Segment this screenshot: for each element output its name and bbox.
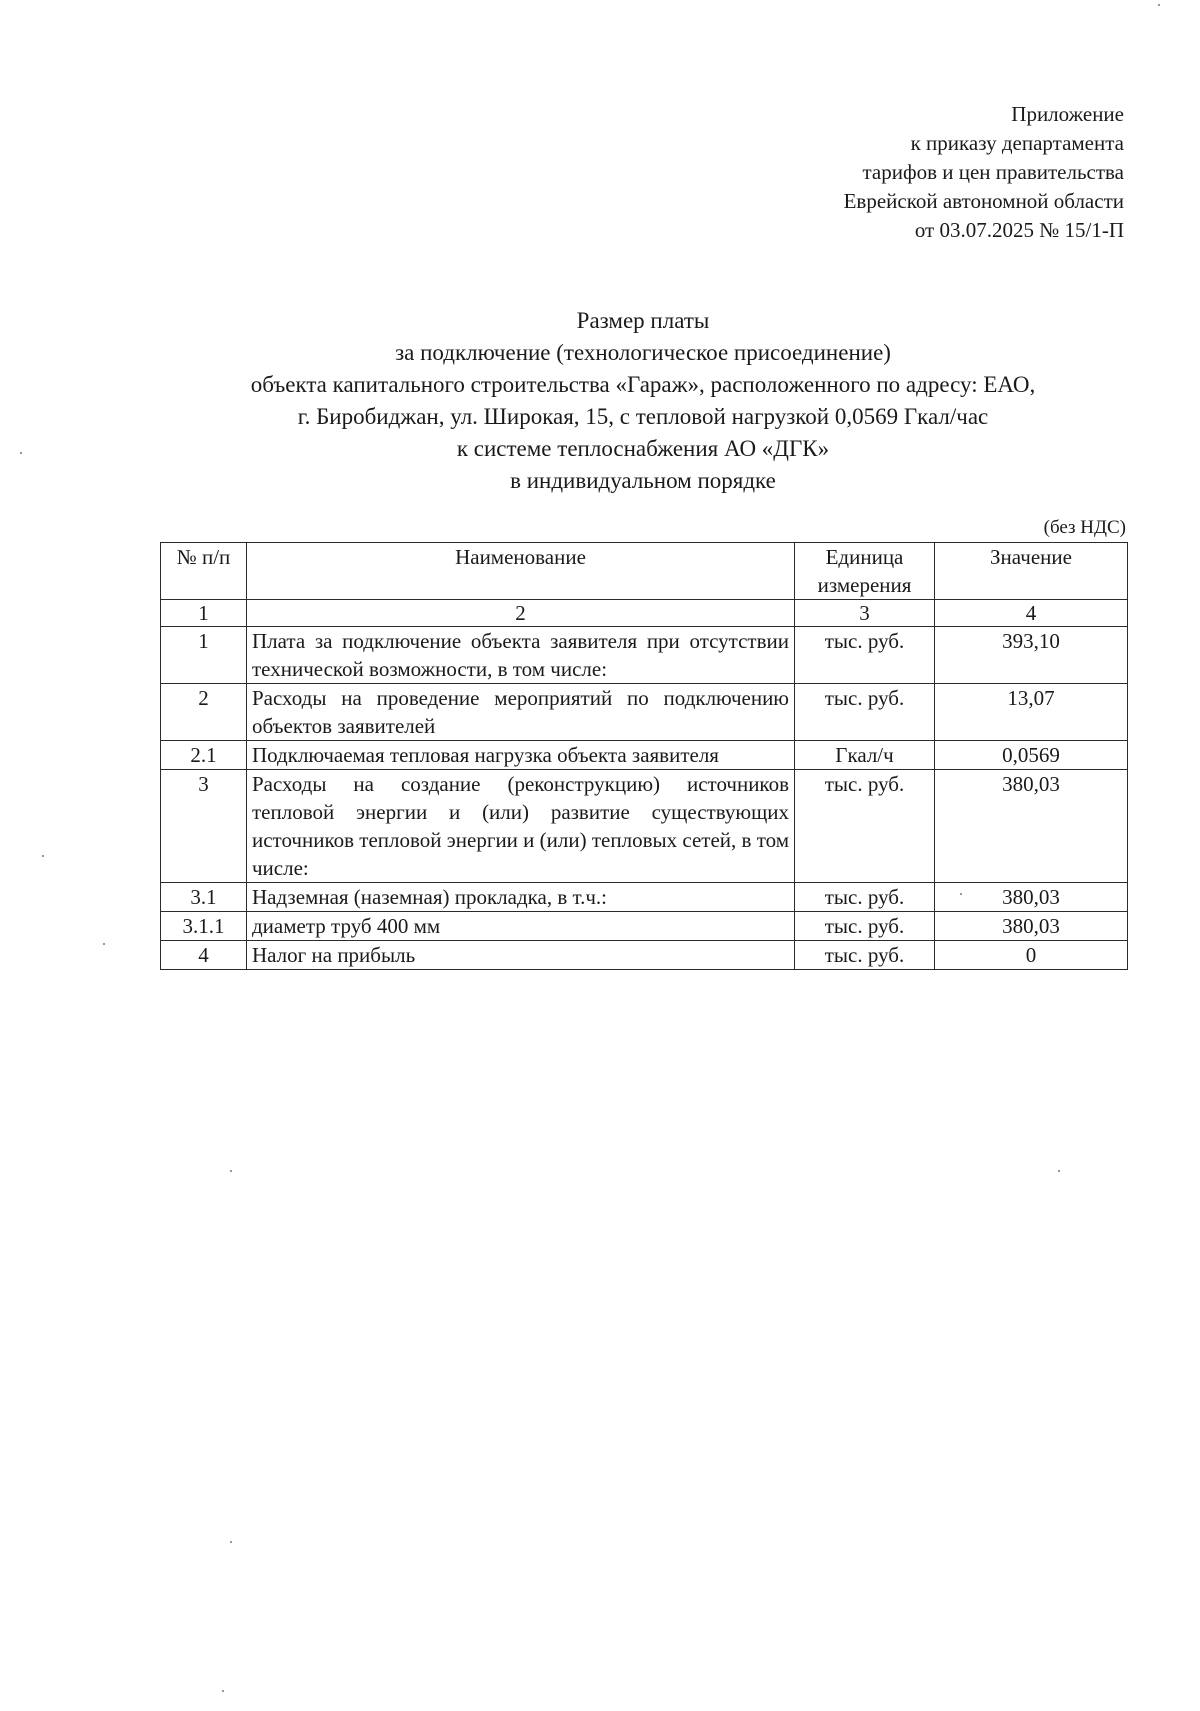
row-name: Расходы на создание (реконструкцию) источников тепловой энергии и (или) развитие существующих источников тепловой энергии и (или) тепловых сетей, в том числе:: [247, 770, 795, 883]
document-title: [100, 305, 1186, 497]
row-num: 2: [161, 684, 247, 741]
scan-speck: [42, 855, 44, 857]
row-value: 380,03: [935, 912, 1128, 941]
row-value: 13,07: [935, 684, 1128, 741]
row-num: 3.1: [161, 883, 247, 912]
table-row: [161, 912, 1128, 941]
scan-speck: [1158, 4, 1160, 6]
scan-speck: [1058, 1170, 1060, 1172]
table-row: [161, 770, 1128, 883]
appendix-line: к приказу департамента: [910, 131, 1124, 155]
row-unit: тыс. руб.: [795, 941, 935, 970]
scan-speck: [20, 452, 22, 454]
table-row: [161, 627, 1128, 684]
row-num: 1: [161, 627, 247, 684]
header-num: № п/п: [161, 543, 247, 600]
row-num: 4: [161, 941, 247, 970]
row-value: 393,10: [935, 627, 1128, 684]
row-name: Налог на прибыль: [247, 941, 795, 970]
row-unit: тыс. руб.: [795, 684, 935, 741]
row-value: 0: [935, 941, 1128, 970]
column-index: 4: [935, 600, 1128, 627]
row-unit: тыс. руб.: [795, 912, 935, 941]
scan-speck: [230, 1170, 232, 1172]
row-value: 0,0569: [935, 741, 1128, 770]
row-value: 380,03: [935, 883, 1128, 912]
row-num: 3: [161, 770, 247, 883]
appendix-line: Еврейской автономной области: [843, 189, 1124, 213]
row-num: 3.1.1: [161, 912, 247, 941]
table-row: [161, 941, 1128, 970]
title-line: в индивидуальном порядке: [510, 468, 776, 493]
title-line: Размер платы: [576, 308, 710, 333]
row-name: Подключаемая тепловая нагрузка объекта заявителя: [247, 741, 795, 770]
column-index: 1: [161, 600, 247, 627]
appendix-line: тарифов и цен правительства: [862, 160, 1124, 184]
scan-speck: [222, 1690, 224, 1692]
row-unit: тыс. руб.: [795, 770, 935, 883]
appendix-line: Приложение: [1011, 102, 1124, 126]
scan-speck: [230, 1541, 232, 1543]
row-name: Расходы на проведение мероприятий по подключению объектов заявителей: [247, 684, 795, 741]
row-name: Плата за подключение объекта заявителя при отсутствии технической возможности, в том числе:: [247, 627, 795, 684]
title-line: объекта капитального строительства «Гараж», расположенного по адресу: ЕАО,: [250, 372, 1036, 397]
vat-note: (без НДС): [1043, 517, 1126, 538]
column-index: 2: [247, 600, 795, 627]
header-value: Значение: [935, 543, 1128, 600]
title-line: г. Биробиджан, ул. Широкая, 15, с тепловой нагрузкой 0,0569 Гкал/час: [297, 404, 989, 429]
row-unit: Гкал/ч: [795, 741, 935, 770]
row-name: Надземная (наземная) прокладка, в т.ч.:: [247, 883, 795, 912]
title-line: за подключение (технологическое присоединение): [395, 340, 891, 365]
row-name: диаметр труб 400 мм: [247, 912, 795, 941]
appendix-block: [844, 100, 1124, 245]
column-index: 3: [795, 600, 935, 627]
scan-speck: [103, 943, 105, 945]
appendix-order-date: от 03.07.2025 № 15/1-П: [914, 218, 1124, 242]
row-value: 380,03: [935, 770, 1128, 883]
fee-table: [160, 542, 1128, 970]
table-body: [161, 600, 1128, 970]
title-line: к системе теплоснабжения АО «ДГК»: [456, 436, 830, 461]
table-row: [161, 684, 1128, 741]
table-row: [161, 741, 1128, 770]
table-header-row: [161, 543, 1128, 600]
column-index-row: [161, 600, 1128, 627]
scan-speck: [960, 893, 962, 895]
row-unit: тыс. руб.: [795, 883, 935, 912]
row-num: 2.1: [161, 741, 247, 770]
row-unit: тыс. руб.: [795, 627, 935, 684]
table-row: [161, 883, 1128, 912]
header-unit: Единица измерения: [795, 543, 935, 600]
header-name: Наименование: [247, 543, 795, 600]
